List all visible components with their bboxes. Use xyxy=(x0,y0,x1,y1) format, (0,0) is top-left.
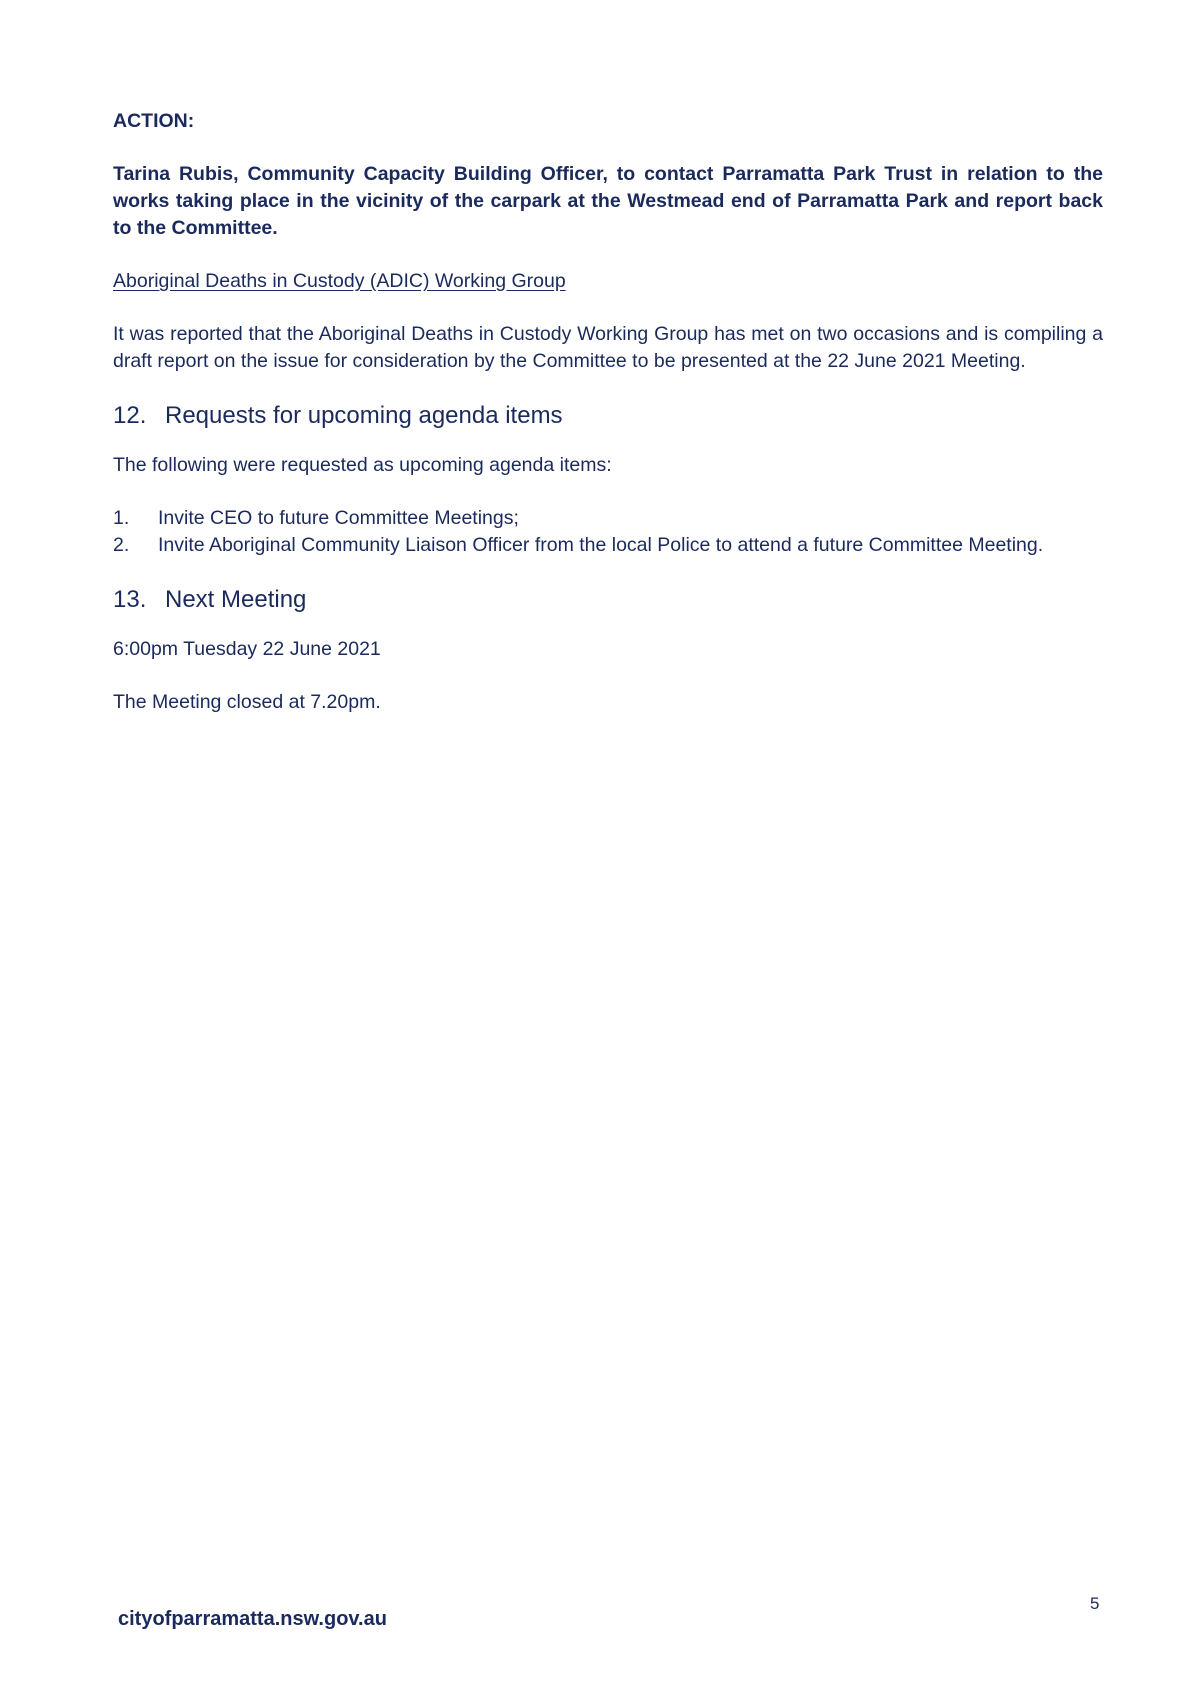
section-13-number: 13. xyxy=(113,586,147,613)
adic-subheading: Aboriginal Deaths in Custody (ADIC) Working Group xyxy=(113,270,566,292)
list-item-marker: 2. xyxy=(113,534,130,556)
section-13-heading xyxy=(113,585,1103,615)
list-item xyxy=(113,532,1103,559)
section-13-title: Next Meeting xyxy=(165,586,307,613)
list-item-text: Invite Aboriginal Community Liaison Officer from the local Police to attend a future Committee Meeting. xyxy=(158,534,1044,556)
action-text: Tarina Rubis, Community Capacity Building Officer, to contact Parramatta Park Trust in relation to the works taking place in the vicinity of the carpark at the Westmead end of Parramatta Park and report back to the Committee. xyxy=(113,163,1103,239)
meeting-closed-text: The Meeting closed at 7.20pm. xyxy=(113,691,381,713)
section-12-title: Requests for upcoming agenda items xyxy=(165,402,563,429)
page-number: 5 xyxy=(1090,1594,1100,1613)
next-meeting-datetime: 6:00pm Tuesday 22 June 2021 xyxy=(113,638,381,660)
adic-paragraph: It was reported that the Aboriginal Deaths in Custody Working Group has met on two occasions and is compiling a draft report on the issue for consideration by the Committee to be presented at the 22 June 2021 Meeting. xyxy=(113,323,1103,372)
list-item-text: Invite CEO to future Committee Meetings; xyxy=(158,507,519,529)
list-item-marker: 1. xyxy=(113,507,130,529)
section-12-intro: The following were requested as upcoming agenda items: xyxy=(113,454,612,476)
list-item xyxy=(113,505,1103,532)
action-label: ACTION: xyxy=(113,110,195,132)
agenda-items-list xyxy=(113,505,1103,559)
section-12-number: 12. xyxy=(113,402,147,429)
document-body xyxy=(113,108,1103,716)
section-12-heading xyxy=(113,401,1103,431)
footer-url: cityofparramatta.nsw.gov.au xyxy=(118,1608,387,1630)
